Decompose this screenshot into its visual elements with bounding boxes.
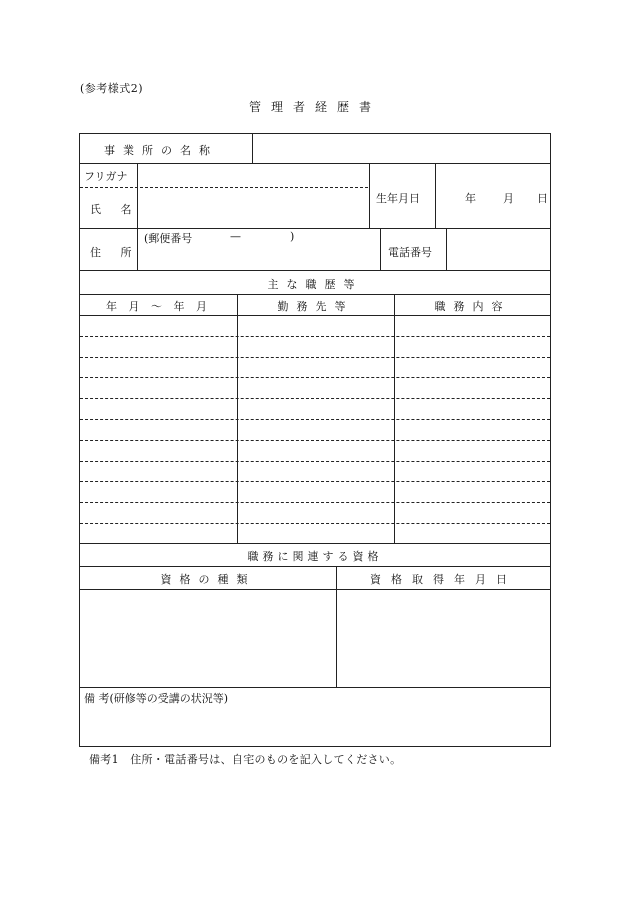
career-row-line bbox=[80, 336, 550, 337]
phone-field[interactable] bbox=[447, 229, 550, 270]
divider bbox=[435, 163, 436, 228]
career-col-duties: 職務内容 bbox=[434, 300, 511, 313]
divider bbox=[80, 687, 550, 688]
career-row-line bbox=[80, 481, 550, 482]
qualification-col-type: 資格の種類 bbox=[160, 573, 256, 586]
career-row-line bbox=[80, 502, 550, 503]
divider bbox=[80, 294, 550, 295]
remarks-label: 備 考(研修等の受講の状況等) bbox=[84, 692, 229, 705]
phone-label: 電話番号 bbox=[388, 246, 432, 259]
postal-code-close: ) bbox=[290, 230, 295, 243]
qualification-section-header: 職務に関連する資格 bbox=[247, 550, 383, 563]
postal-code-label: (郵便番号 bbox=[144, 232, 193, 245]
career-row-line bbox=[80, 419, 550, 420]
qualification-type-field[interactable] bbox=[80, 590, 335, 687]
divider bbox=[369, 163, 370, 228]
birthdate-month-label: 月 bbox=[503, 192, 514, 205]
name-label: 氏 名 bbox=[90, 203, 140, 216]
qualification-col-date: 資格取得年月日 bbox=[370, 573, 517, 586]
remarks-field[interactable] bbox=[80, 706, 550, 744]
divider bbox=[80, 543, 550, 544]
birthdate-day-label: 日 bbox=[537, 192, 548, 205]
career-row-line bbox=[80, 440, 550, 441]
divider bbox=[80, 566, 550, 567]
career-form bbox=[79, 133, 551, 747]
career-col-employer: 勤務先等 bbox=[277, 300, 354, 313]
career-section-header: 主な職歴等 bbox=[267, 278, 363, 291]
reference-form-number: (参考様式2) bbox=[80, 82, 144, 95]
name-field[interactable] bbox=[138, 188, 368, 228]
divider bbox=[80, 315, 550, 316]
career-row-line bbox=[80, 377, 550, 378]
career-row-line bbox=[80, 357, 550, 358]
address-field[interactable] bbox=[138, 229, 378, 270]
postal-code-dash: — bbox=[230, 230, 241, 243]
office-name-label: 事業所の名称 bbox=[104, 144, 218, 157]
divider bbox=[80, 270, 550, 271]
furigana-field[interactable] bbox=[138, 164, 368, 187]
footer-note: 備考1 住所・電話番号は、自宅のものを記入してください。 bbox=[89, 753, 402, 766]
career-row-line bbox=[80, 523, 550, 524]
career-row-line bbox=[80, 398, 550, 399]
birthdate-year-label: 年 bbox=[465, 192, 476, 205]
birthdate-label: 生年月日 bbox=[376, 192, 420, 205]
page-title: 管理者経歴書 bbox=[248, 100, 381, 114]
career-row-line bbox=[80, 461, 550, 462]
furigana-label: フリガナ bbox=[84, 170, 128, 183]
address-label: 住 所 bbox=[90, 246, 140, 259]
qualification-date-field[interactable] bbox=[337, 590, 550, 687]
office-name-field[interactable] bbox=[253, 134, 550, 162]
career-col-period: 年 月 ～ 年 月 bbox=[106, 300, 211, 313]
divider bbox=[380, 228, 381, 270]
